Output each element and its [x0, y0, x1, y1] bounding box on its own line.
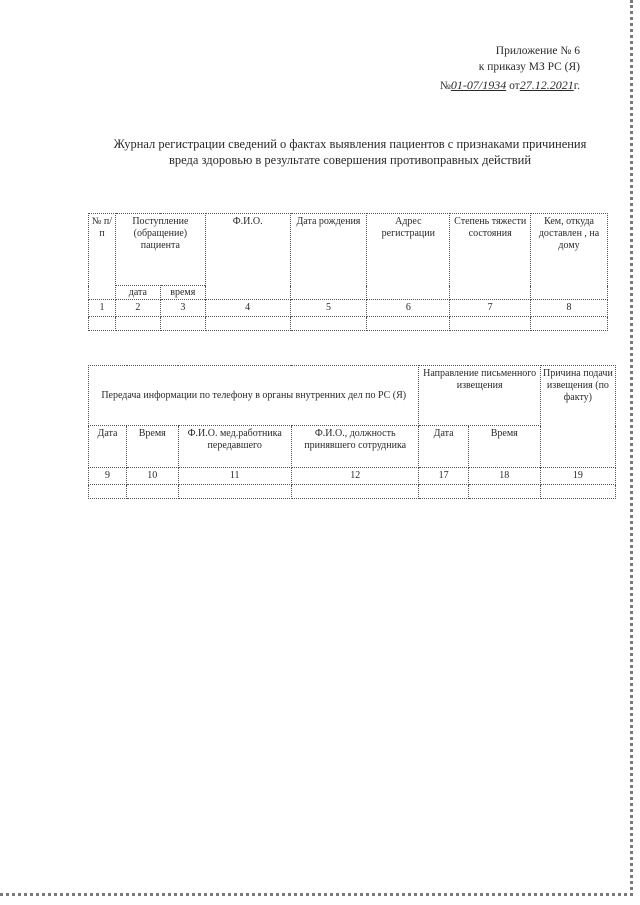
- th-written-date: Дата: [419, 426, 468, 468]
- th-phone-transfer: Передача информации по телефону в органы внутренних дел по РС (Я): [89, 366, 419, 426]
- appendix-label: [496, 44, 580, 59]
- th-number: № п/ п: [89, 214, 116, 300]
- th-admission-date: дата: [115, 286, 160, 300]
- empty-cell: [531, 317, 608, 331]
- th-admission: Поступление (обращение) пациента: [115, 214, 205, 286]
- journal-title: Журнал регистрации сведений о фактах выявления пациентов с признаками причинения вреда здоровью в результате совершения противоправных действий: [113, 137, 587, 167]
- order-number: 01-07/1934: [450, 78, 507, 92]
- col-number-6: 6: [367, 300, 450, 317]
- th-address: Адрес регистрации: [367, 214, 450, 300]
- order-number-line: [440, 78, 580, 94]
- th-phone-date: Дата: [89, 426, 127, 468]
- th-delivered-by: Кем, откуда доставлен , на дому: [531, 214, 608, 300]
- th-fio: Ф.И.О.: [205, 214, 290, 300]
- number-prefix: №: [439, 80, 451, 92]
- col-number-12: 12: [291, 468, 419, 485]
- empty-cell: [540, 485, 615, 499]
- order-reference-text: к приказу МЗ РС (Я): [478, 61, 580, 73]
- col-number-3: 3: [160, 300, 205, 317]
- date-suffix: г.: [573, 80, 580, 92]
- col-number-1: 1: [89, 300, 116, 317]
- notification-table: [88, 365, 616, 499]
- empty-cell: [450, 317, 531, 331]
- th-sender-fio: Ф.И.О. мед.работника передавшего: [178, 426, 291, 468]
- th-notice-reason: Причина подачи извещения (по факту): [540, 366, 615, 468]
- empty-cell: [291, 485, 419, 499]
- th-receiver-fio: Ф.И.О., должность принявшего сотрудника: [291, 426, 419, 468]
- order-reference: [479, 60, 580, 75]
- col-number-5: 5: [290, 300, 367, 317]
- th-phone-time: Время: [127, 426, 179, 468]
- empty-cell: [468, 485, 540, 499]
- empty-cell: [205, 317, 290, 331]
- appendix-number: Приложение № 6: [495, 45, 580, 57]
- empty-cell: [127, 485, 179, 499]
- empty-cell: [367, 317, 450, 331]
- col-number-7: 7: [450, 300, 531, 317]
- registration-table: [88, 213, 608, 331]
- empty-cell: [89, 485, 127, 499]
- col-number-11: 11: [178, 468, 291, 485]
- empty-cell: [115, 317, 160, 331]
- col-number-2: 2: [115, 300, 160, 317]
- empty-cell: [419, 485, 468, 499]
- th-written-notice: Направление письменного извещения: [419, 366, 540, 426]
- th-birth-date: Дата рождения: [290, 214, 367, 300]
- th-severity: Степень тяжести состояния: [450, 214, 531, 300]
- col-number-18: 18: [468, 468, 540, 485]
- th-admission-time: время: [160, 286, 205, 300]
- date-prefix: от: [509, 80, 520, 92]
- empty-cell: [178, 485, 291, 499]
- col-number-8: 8: [531, 300, 608, 317]
- empty-cell: [160, 317, 205, 331]
- empty-cell: [290, 317, 367, 331]
- col-number-4: 4: [205, 300, 290, 317]
- col-number-17: 17: [419, 468, 468, 485]
- col-number-19: 19: [540, 468, 615, 485]
- th-written-time: Время: [468, 426, 540, 468]
- col-number-9: 9: [89, 468, 127, 485]
- col-number-10: 10: [127, 468, 179, 485]
- order-date: 27.12.2021: [519, 78, 574, 92]
- empty-cell: [89, 317, 116, 331]
